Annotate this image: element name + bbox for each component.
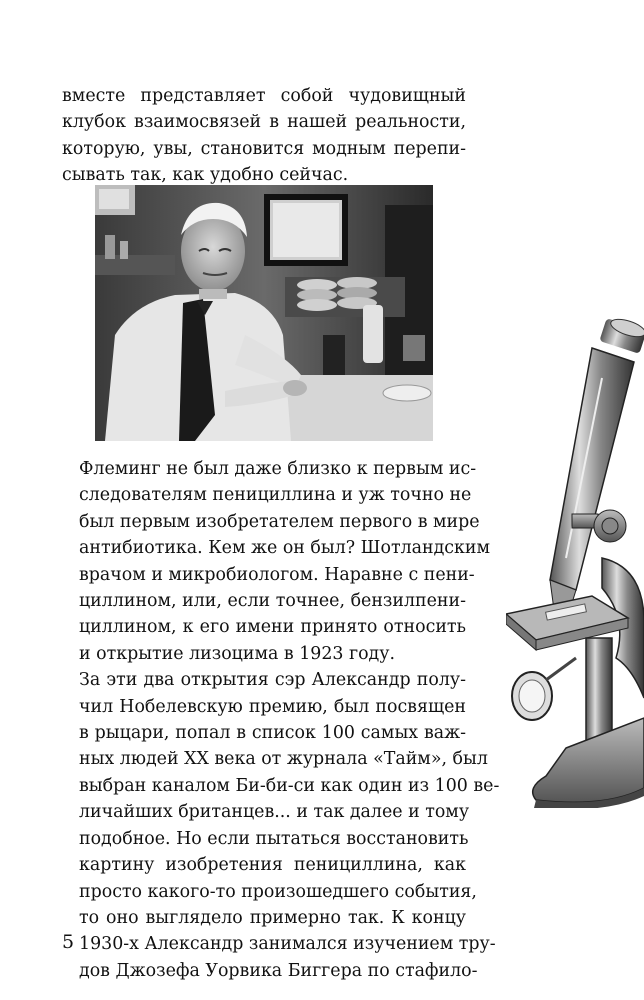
text-line: которую, увы, становится модным перепи- (62, 138, 466, 159)
text-line: сывать так, как удобно сейчас. (62, 165, 349, 186)
fleming-lab-photo (95, 185, 433, 441)
text-line: 1930-х Александр занимался изучением тру- (79, 934, 496, 955)
main-text (62, 456, 500, 984)
text-line: в рыцари, попал в список 100 самых важ- (79, 723, 466, 744)
text-line: выбран каналом Би-би-си как один из 100 ве- (79, 775, 500, 796)
paragraph (62, 456, 491, 667)
text-line: антибиотика. Кем же он был? Шотландским (79, 538, 491, 559)
text-line: циллином, или, если точнее, бензилпени- (79, 591, 466, 612)
text-line: врачом и микробиологом. Наравне с пени- (79, 564, 475, 585)
text-line: подобное. Но если пытаться восстановить (79, 828, 469, 849)
text-line: чил Нобелевскую премию, был посвящен (79, 696, 466, 717)
text-line: следователям пенициллина и уж точно не (79, 485, 472, 506)
page-number: 5 (62, 931, 75, 953)
text-line: ных людей XX века от журнала «Тайм», был (79, 749, 488, 770)
text-line: был первым изобретателем первого в мире (79, 511, 480, 532)
intro-paragraph (62, 83, 466, 189)
text-line: и открытие лизоцима в 1923 году. (79, 643, 396, 664)
text-line: клубок взаимосвязей в нашей реальности, (62, 112, 466, 133)
text-line: Флеминг не был даже близко к первым ис- (79, 459, 477, 479)
text-line: картину изобретения пенициллина, как (79, 855, 466, 876)
text-line: вместе представляет собой чудовищный (62, 86, 466, 106)
text-line: просто какого-то произошедшего события, (79, 881, 477, 902)
microscope-illustration (506, 318, 644, 808)
paragraph (62, 667, 500, 984)
text-line: дов Джозефа Уорвика Биггера по стафило- (79, 960, 478, 981)
text-line: циллином, к его имени принято относить (79, 617, 466, 638)
text-line: то оно выглядело примерно так. К концу (79, 907, 466, 928)
text-line: личайших британцев... и так далее и тому (79, 802, 470, 823)
text-line: За эти два открытия сэр Александр полу- (79, 670, 466, 691)
